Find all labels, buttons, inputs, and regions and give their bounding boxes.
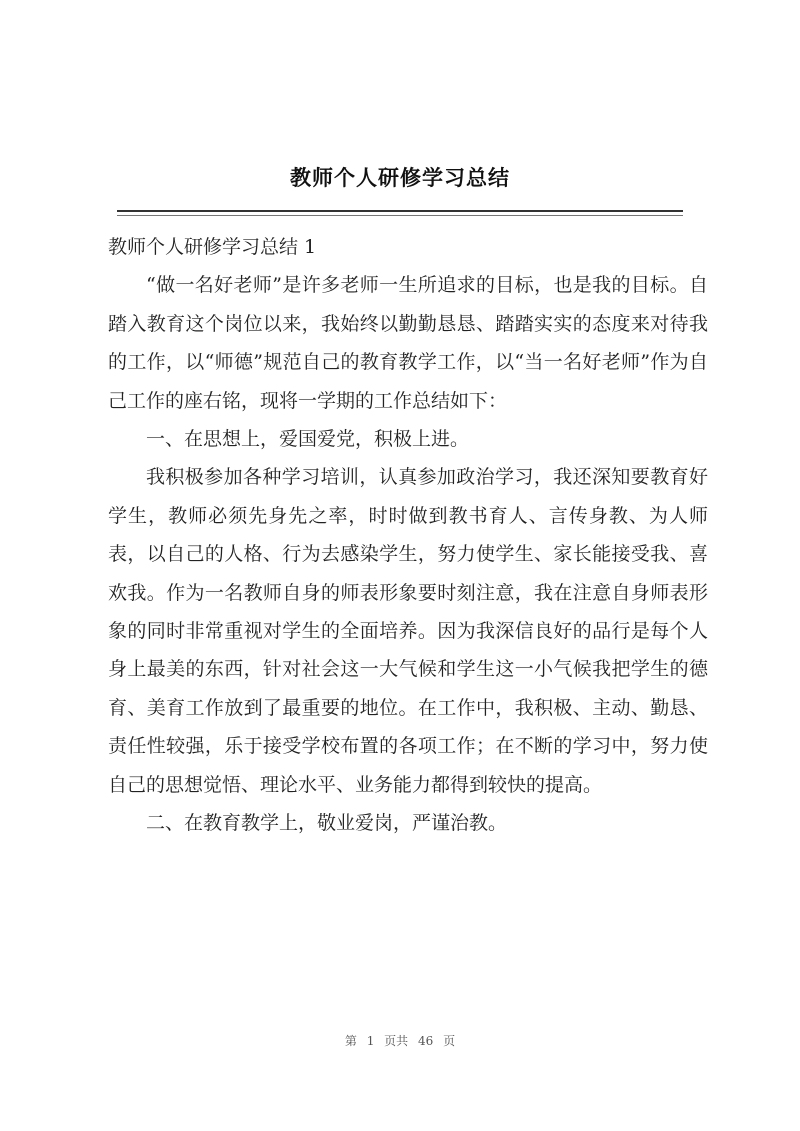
paragraph-intro: “做一名好老师”是许多老师一生所追求的目标，也是我的目标。自踏入教育这个岗位以来，我始终以勤勤恳恳、踏踏实实的态度来对待我的工作，以“师德”规范自己的教育教学工作，以“当一名好老师”作为自己工作的座右铭，现将一学期的工作总结如下： — [108, 274, 708, 412]
page-title: 教师个人研修学习总结 — [290, 165, 510, 190]
paragraph-body-1: 我积极参加各种学习培训，认真参加政治学习，我还深知要教育好学生，教师必须先身先之率，时时做到教书育人、言传身教、为人师表，以自己的人格、行为去感染学生，努力使学生、家长能接受我、喜欢我。作为一名教师自身的师表形象要时刻注意，我在注意自身师表形象的同时非常重视对学生的全面培养。因为我深信良好的品行是每个人身上最美的东西，针对社会这一大气候和学生这一小气候我把学生的德育、美育工作放到了最重要的地位。在工作中，我积极、主动、勤恳、责任性较强，乐于接受学校布置的各项工作；在不断的学习中，努力使自己的思想觉悟、理论水平、业务能力都得到较快的提高。 — [108, 466, 708, 796]
title-divider — [117, 210, 683, 212]
paragraph-heading-1: 一、在思想上，爱国爱党，积极上进。 — [146, 428, 470, 451]
page-footer: 第 1 页共 46 页 — [344, 1034, 456, 1048]
document-body — [108, 228, 708, 843]
title-divider-thin — [117, 215, 683, 216]
section-heading: 教师个人研修学习总结 1 — [108, 236, 317, 258]
paragraph-heading-2: 二、在教育教学上，敬业爱岗，严谨治教。 — [146, 812, 508, 835]
